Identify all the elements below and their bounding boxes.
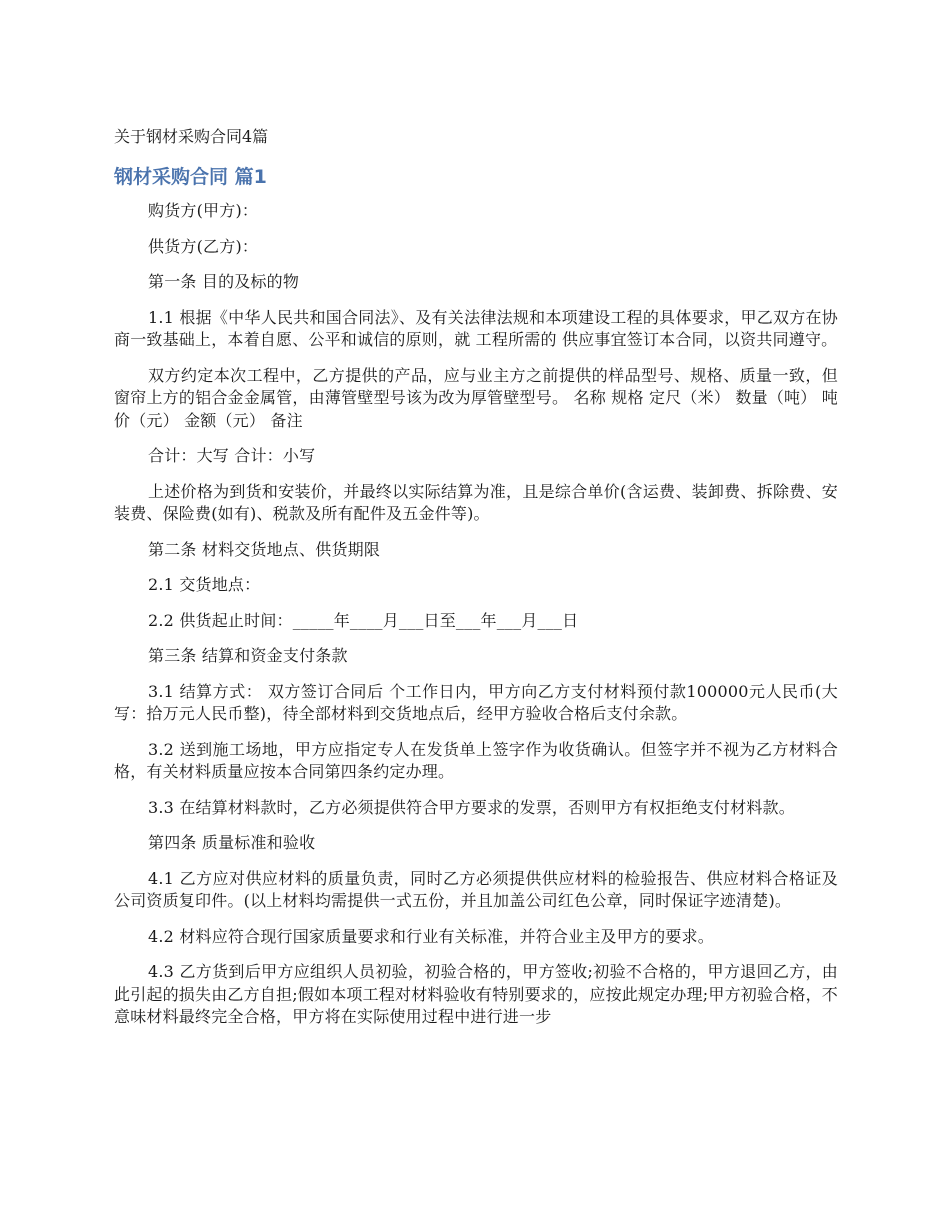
paragraph: 第三条 结算和资金支付条款 [148,646,348,665]
paragraph: 3.3 在结算材料款时，乙方必须提供符合甲方要求的发票，否则甲方有权拒绝支付材料款。 [148,797,795,817]
paragraph: 第一条 目的及标的物 [148,272,300,291]
paragraph: 购货方(甲方)： [148,201,259,220]
paragraph: 双方约定本次工程中，乙方提供的产品，应与业主方之前提供的样品型号、规格、质量一致，但窗帘上方的铝合金金属管，由薄管壁型号该为改为厚管壁型号。 名称 规格 定尺（米） 数量（吨） 吨价（元） 金额（元） 备注 [114,365,838,430]
paragraph: 3.1 结算方式： 双方签订合同后 个工作日内，甲方向乙方支付材料预付款100000元人民币(大写：拾万元人民币整)，待全部材料到交货地点后，经甲方验收合格后支付余款。 [114,681,838,723]
paragraph: 上述价格为到货和安装价，并最终以实际结算为准，且是综合单价(含运费、装卸费、拆除费、安装费、保险费(如有)、税款及所有配件及五金件等)。 [114,481,838,523]
paragraph: 2.1 交货地点： [148,575,261,594]
paragraph: 第四条 质量标准和验收 [148,833,316,852]
paragraph: 3.2 送到施工场地，甲方应指定专人在发货单上签字作为收货确认。但签字并不视为乙方材料合格，有关材料质量应按本合同第四条约定办理。 [114,739,838,781]
paragraph: 第二条 材料交货地点、供货期限 [148,539,381,559]
paragraph: 4.1 乙方应对供应材料的质量负责，同时乙方必须提供供应材料的检验报告、供应材料合格证及公司资质复印件。(以上材料均需提供一式五份，并且加盖公司红色公章，同时保证字迹清楚)。 [114,868,838,910]
paragraph: 合计：大写 合计：小写 [148,446,316,465]
paragraph: 1.1 根据《中华人民共和国合同法》、及有关法律法规和本项建设工程的具体要求，甲乙双方在协商一致基础上，本着自愿、公平和诚信的原则，就 工程所需的 供应事宜签订本合同，以资共同遵守。 [114,307,838,349]
document-title: 关于钢材采购合同4篇 [114,127,269,146]
document-body [114,200,838,1042]
paragraph: 供货方(乙方)： [148,236,259,256]
paragraph: 4.3 乙方货到后甲方应组织人员初验，初验合格的，甲方签收;初验不合格的，甲方退回乙方，由此引起的损失由乙方自担;假如本项工程对材料验收有特别要求的，应按此规定办理;甲方初验合格，不意味材料最终完全合格，甲方将在实际使用过程中进行进一步 [114,962,838,1026]
paragraph: 2.2 供货起止时间：_____年____月___日至___年___月___日 [148,610,579,630]
section-heading: 钢材采购合同 篇1 [114,166,267,188]
paragraph: 4.2 材料应符合现行国家质量要求和行业有关标准，并符合业主及甲方的要求。 [148,926,714,946]
